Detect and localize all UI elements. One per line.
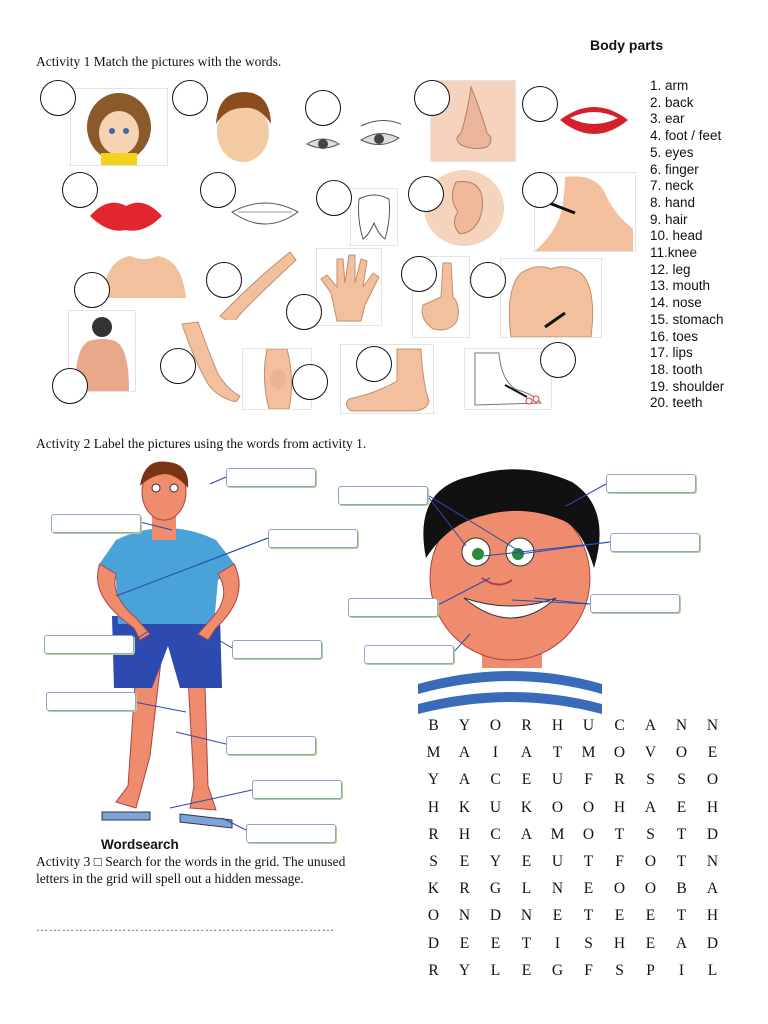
grid-letter[interactable]: T xyxy=(676,825,687,843)
grid-letter[interactable]: E xyxy=(676,798,687,816)
grid-letter[interactable]: A xyxy=(458,771,471,789)
word-list-item: 5. eyes xyxy=(650,144,694,160)
grid-letter[interactable]: N xyxy=(458,907,471,925)
grid-letter[interactable]: E xyxy=(707,744,718,762)
grid-letter[interactable]: O xyxy=(427,907,440,925)
page-title: Body parts xyxy=(590,37,664,53)
grid-letter[interactable]: L xyxy=(490,961,501,979)
grid-letter[interactable]: E xyxy=(521,771,532,789)
grid-letter[interactable]: T xyxy=(614,825,625,843)
grid-letter[interactable]: D xyxy=(706,825,719,843)
label-box[interactable] xyxy=(226,468,316,487)
grid-letter[interactable]: K xyxy=(520,798,533,816)
grid-letter[interactable]: L xyxy=(521,880,532,898)
grid-letter[interactable]: H xyxy=(551,717,564,734)
grid-letter[interactable]: K xyxy=(427,880,440,898)
grid-row xyxy=(418,962,728,989)
grid-letter[interactable]: R xyxy=(428,825,439,843)
grid-letter[interactable]: T xyxy=(521,934,532,952)
grid-row xyxy=(418,880,728,907)
grid-letter[interactable]: S xyxy=(677,771,686,789)
grid-letter[interactable]: C xyxy=(614,717,625,734)
activity3-instruction: Activity 3 □ Search for the words in the grid. The unused letters in the grid will spell out a hidden message. xyxy=(36,854,346,886)
grid-letter[interactable]: A xyxy=(520,744,533,762)
word-list-item: 15. stomach xyxy=(650,311,724,327)
word-list-item: 14. nose xyxy=(650,295,702,311)
word-list-item: 8. hand xyxy=(650,194,696,210)
grid-letter[interactable]: K xyxy=(458,798,471,816)
grid-letter[interactable]: Y xyxy=(458,961,471,979)
label-box[interactable] xyxy=(348,598,438,617)
grid-letter[interactable]: H xyxy=(613,798,626,816)
grid-letter[interactable]: O xyxy=(613,880,626,898)
grid-letter[interactable]: I xyxy=(492,744,499,762)
grid-letter[interactable]: L xyxy=(707,961,718,979)
grid-letter[interactable]: F xyxy=(584,771,593,789)
grid-letter[interactable]: M xyxy=(426,744,441,762)
grid-letter[interactable]: O xyxy=(644,880,657,898)
grid-letter[interactable]: F xyxy=(584,961,593,979)
grid-letter[interactable]: B xyxy=(676,880,687,898)
grid-letter[interactable]: Y xyxy=(458,717,471,734)
grid-letter[interactable]: H xyxy=(613,934,626,952)
grid-letter[interactable]: O xyxy=(706,771,719,789)
label-box[interactable] xyxy=(590,594,680,613)
grid-letter[interactable]: E xyxy=(490,934,501,952)
grid-letter[interactable]: H xyxy=(458,825,471,843)
grid-letter[interactable]: G xyxy=(489,880,502,898)
label-box[interactable] xyxy=(338,486,428,505)
grid-letter[interactable]: E xyxy=(645,907,656,925)
grid-letter[interactable]: C xyxy=(490,825,501,843)
grid-letter[interactable]: A xyxy=(706,880,719,898)
activity1-instruction: Activity 1 Match the pictures with the words. xyxy=(36,54,282,69)
grid-letter[interactable]: Y xyxy=(489,852,502,870)
word-list-item: 19. shoulder xyxy=(650,378,725,394)
label-box[interactable] xyxy=(51,514,141,533)
grid-letter[interactable]: S xyxy=(584,934,593,952)
grid-row xyxy=(418,907,728,934)
grid-letter[interactable]: A xyxy=(458,744,471,762)
grid-letter[interactable]: N xyxy=(520,907,533,925)
grid-letter[interactable]: M xyxy=(581,744,596,762)
label-box[interactable] xyxy=(606,474,696,493)
grid-letter[interactable]: R xyxy=(521,717,532,734)
word-list-item: 1. arm xyxy=(650,78,689,93)
grid-letter[interactable]: E xyxy=(521,852,532,870)
grid-letter[interactable]: U xyxy=(582,717,595,734)
grid-letter[interactable]: N xyxy=(706,852,719,870)
grid-letter[interactable]: M xyxy=(550,825,565,843)
label-box[interactable] xyxy=(610,533,700,552)
grid-letter[interactable]: G xyxy=(551,961,564,979)
grid-letter[interactable]: R xyxy=(614,771,625,789)
grid-row xyxy=(418,799,728,826)
word-list-item: 7. neck xyxy=(650,178,694,194)
label-box[interactable] xyxy=(232,640,322,659)
word-list-item: 3. ear xyxy=(650,111,685,127)
label-box[interactable] xyxy=(246,824,336,843)
grid-letter[interactable]: E xyxy=(521,961,532,979)
wordsearch-title: Wordsearch xyxy=(101,837,179,852)
word-list-item: 6. finger xyxy=(650,161,699,177)
word-list-item: 13. mouth xyxy=(650,278,711,294)
grid-letter[interactable]: B xyxy=(428,717,439,734)
label-box[interactable] xyxy=(364,645,454,664)
grid-letter[interactable]: O xyxy=(613,744,626,762)
activity2-instruction: Activity 2 Label the pictures using the words from activity 1. xyxy=(36,436,367,451)
wordsearch-grid[interactable] xyxy=(418,717,728,989)
grid-letter[interactable]: E xyxy=(459,852,470,870)
grid-letter[interactable]: A xyxy=(644,798,657,816)
grid-letter[interactable]: T xyxy=(583,907,594,925)
grid-letter[interactable]: R xyxy=(428,961,439,979)
grid-letter[interactable]: C xyxy=(490,771,501,789)
grid-row xyxy=(418,826,728,853)
grid-letter[interactable]: O xyxy=(582,825,595,843)
grid-letter[interactable]: V xyxy=(644,744,657,762)
grid-letter[interactable]: O xyxy=(489,717,502,734)
grid-letter[interactable]: D xyxy=(706,934,719,952)
grid-letter[interactable]: D xyxy=(489,907,502,925)
grid-row xyxy=(418,771,728,798)
grid-letter[interactable]: E xyxy=(614,907,625,925)
hidden-message-answer-line[interactable]: …………………………………………………………… xyxy=(36,920,335,934)
grid-letter[interactable]: E xyxy=(552,907,563,925)
label-box[interactable] xyxy=(46,692,136,711)
grid-letter[interactable]: H xyxy=(427,798,440,816)
word-list-item: 17. lips xyxy=(650,345,693,361)
label-box[interactable] xyxy=(226,736,316,755)
word-list-item: 4. foot / feet xyxy=(650,128,722,144)
grid-letter[interactable]: T xyxy=(676,907,687,925)
grid-letter[interactable]: F xyxy=(615,852,624,870)
grid-letter[interactable]: N xyxy=(706,717,719,734)
grid-letter[interactable]: E xyxy=(459,934,470,952)
grid-letter[interactable]: U xyxy=(551,852,564,870)
grid-letter[interactable]: T xyxy=(583,852,594,870)
grid-letter[interactable]: N xyxy=(551,880,564,898)
grid-letter[interactable]: H xyxy=(706,907,719,925)
grid-letter[interactable]: T xyxy=(552,744,563,762)
grid-letter[interactable]: T xyxy=(676,852,687,870)
grid-letter[interactable]: S xyxy=(429,852,438,870)
grid-letter[interactable]: D xyxy=(427,934,440,952)
word-list-item: 16. toes xyxy=(650,328,699,344)
grid-row xyxy=(418,853,728,880)
word-list-item: 20. teeth xyxy=(650,395,703,411)
grid-letter[interactable]: O xyxy=(675,744,688,762)
grid-letter[interactable]: O xyxy=(551,798,564,816)
grid-letter[interactable]: R xyxy=(459,880,470,898)
grid-letter[interactable]: N xyxy=(675,717,688,734)
grid-row xyxy=(418,744,728,771)
grid-letter[interactable]: O xyxy=(582,798,595,816)
word-list-item: 12. leg xyxy=(650,261,691,277)
grid-letter[interactable]: I xyxy=(678,961,685,979)
grid-letter[interactable]: S xyxy=(646,825,655,843)
grid-letter[interactable]: A xyxy=(675,934,688,952)
grid-letter[interactable]: I xyxy=(554,934,561,952)
grid-letter[interactable]: A xyxy=(520,825,533,843)
grid-letter[interactable]: E xyxy=(583,880,594,898)
grid-letter[interactable]: Y xyxy=(427,771,440,789)
word-list-item: 9. hair xyxy=(650,211,688,227)
grid-letter[interactable]: S xyxy=(646,771,655,789)
label-box[interactable] xyxy=(268,529,358,548)
grid-letter[interactable]: S xyxy=(615,961,624,979)
grid-letter[interactable]: U xyxy=(489,798,502,816)
grid-letter[interactable]: O xyxy=(644,852,657,870)
label-box[interactable] xyxy=(252,780,342,799)
word-list-item: 11.knee xyxy=(650,245,698,261)
label-box[interactable] xyxy=(44,635,134,654)
grid-letter[interactable]: P xyxy=(646,961,655,979)
grid-letter[interactable]: H xyxy=(706,798,719,816)
grid-letter[interactable]: E xyxy=(645,934,656,952)
grid-letter[interactable]: U xyxy=(551,771,564,789)
grid-row xyxy=(418,935,728,962)
grid-letter[interactable]: A xyxy=(644,717,657,734)
word-list-item: 18. tooth xyxy=(650,361,703,377)
word-list-item: 2. back xyxy=(650,94,694,110)
grid-row xyxy=(418,717,728,744)
word-list-item: 10. head xyxy=(650,228,703,244)
